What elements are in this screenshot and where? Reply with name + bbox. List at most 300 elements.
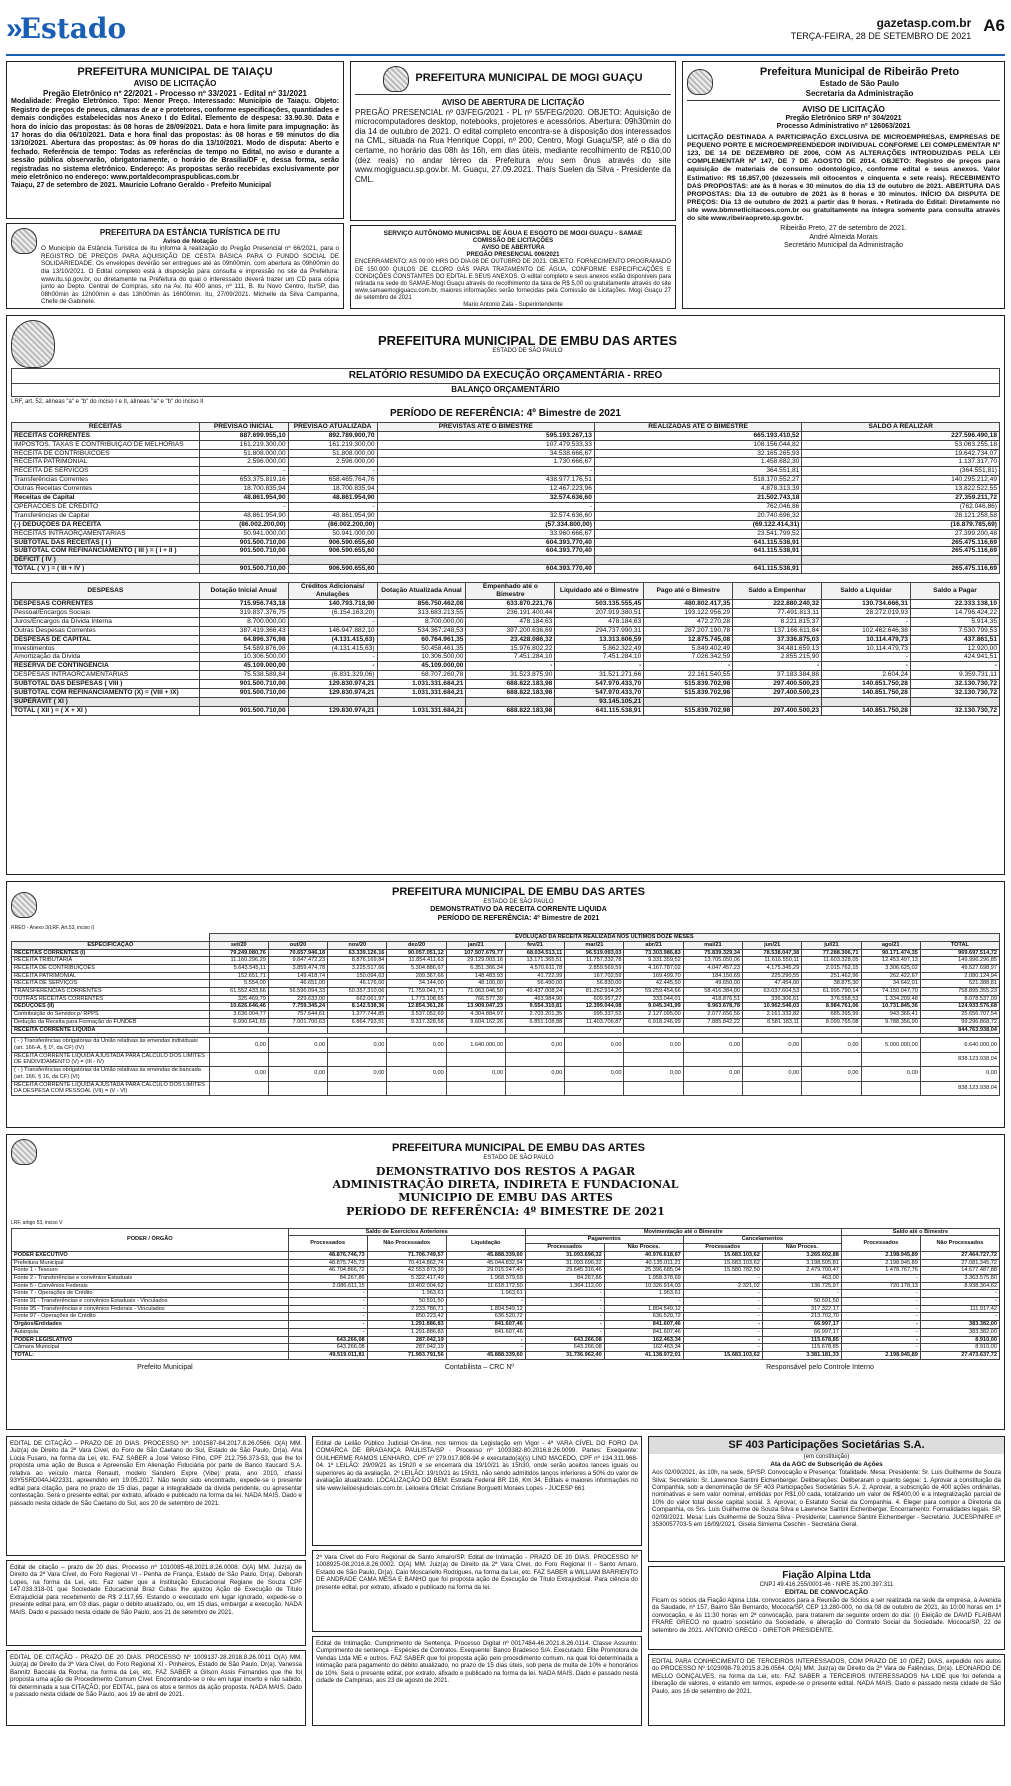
restos-cell: 15.683.103,62 (683, 1259, 762, 1267)
classified-citacao-3: EDITAL DE CITAÇÃO - PRAZO DE 20 DIAS. PROCESSO Nº 1009137-28.2018.8.26.0011 O(A) MM. Juiz(a) de Direito da 3ª Vara Cível, do Foro Regional XI - Pinheiros, Estado de São Paulo, Dr(a). Vanessa Bannitz Baccala da Rocha, na forma da Lei, etc. FAZ SABER a Gilson Assis Fernandes que lhe foi proposta uma ação de Procedimento Comum Cível. Encontrando-se o réu em lugar incerto e não sabido, foi determinada a sua CITAÇÃO, por EDITAL, para os atos e termos da ação proposta. NADA MAIS. Dado e passado nesta cidade de São Paulo, aos 19 de abril de 2021. (6, 1650, 306, 1726)
despesas-cell: 31.523.875,90 (466, 671, 555, 680)
receitas-cell: - (199, 502, 288, 511)
despesas-row-label: DESPESAS DE CAPITAL (12, 635, 200, 644)
restos-cell: 8.910,00 (920, 1336, 999, 1344)
rcl-cell: 13.909.047,23 (446, 1003, 505, 1011)
rcl-cell: 58.416.384,00 (683, 988, 742, 996)
restos-cell: - (920, 1290, 999, 1298)
restos-cell: 5.322.417,49 (367, 1274, 446, 1282)
restos-row-label: Fonte 7 - Operações de Crédito (12, 1290, 289, 1298)
restos-cell: 1.804.549,12 (446, 1305, 525, 1313)
receitas-cell: 48.861.954,90 (288, 511, 377, 520)
ribeirao-crest-icon (687, 69, 713, 95)
despesas-cell: 297.400.500,23 (733, 680, 822, 689)
restos-cell: 2.198.945,89 (841, 1352, 920, 1360)
restos-row-label: Fonte 2 - Transferências e convênios Estaduais (12, 1274, 289, 1282)
despesas-cell: 5.914,35 (910, 617, 999, 626)
rcl-foot-cell: 0,00 (387, 1067, 446, 1081)
ribeirao-date: Ribeirão Preto, 27 de setembro de 2021. (780, 225, 907, 233)
restos-cell: 162.463,34 (604, 1344, 683, 1352)
rcl-foot-cell (565, 1081, 624, 1095)
restos-cell: 50.591,50 (762, 1298, 841, 1306)
despesas-row-label: SUBTOTAL DAS DESPESAS ( VIII ) (12, 680, 200, 689)
signature-controle: Responsável pelo Controle Interno (766, 1363, 874, 1371)
despesas-row (12, 600, 1000, 609)
fiacao-body: Ficam os sócios da Fiação Alpina Ltda. convocados para a Reunião de Sócios a ser realizada na sede da empresa, à Avenida da Saudade, nº 157, Bairro São Bernardo, Mococa/SP, CEP 13.280-000, no dia 08 de outubro de 2021, às 10:00 horas em 1ª convocação, e às 11:30 horas em 2ª convocação, para tratarem da seguinte ordem do dia: (i) Eleição de DAVID FLAIBAM FRARE GRECO no quadro societário da Sociedade, e alteração do Contrato Social da Sociedade. Mococa/SP, 22 de setembro de 2021. ANTONIO GRECO - DIRETOR PRESIDENTE. (652, 1596, 1001, 1634)
despesas-row-label: Amortização da Dívida (12, 653, 200, 662)
rcl-foot-cell: 0,00 (743, 1038, 802, 1052)
rcl-foot-cell (268, 1081, 327, 1095)
rcl-cell (268, 1026, 327, 1034)
rcl-cell: 6.851.108,88 (505, 1018, 564, 1026)
restos-cell: 45.888.339,60 (446, 1352, 525, 1360)
receitas-cell (594, 556, 801, 565)
mogi-subtitle: AVISO DE ABERTURA DE LICITAÇÃO (441, 98, 585, 107)
receitas-row (12, 547, 1000, 556)
rcl-foot-cell: 0,00 (624, 1038, 683, 1052)
rcl-row (12, 972, 1000, 980)
rcl-cell (743, 1026, 802, 1034)
samae-sub3: PREGÃO PRESENCIAL 006/2021 (466, 252, 560, 259)
rcl-cell: 56.596.094,33 (268, 988, 327, 996)
rcl-cell: 844.763.938,04 (920, 1026, 999, 1034)
despesas-cell: 22.333.138,10 (910, 600, 999, 609)
sf403-title: SF 403 Participações Societárias S.A. (649, 1437, 1004, 1454)
despesas-cell: 7.451.284,10 (555, 653, 644, 662)
rcl-cell: 757.644,61 (268, 1011, 327, 1019)
receitas-cell: 762.046,86 (594, 502, 801, 511)
rcl-cell: 148.483,93 (446, 972, 505, 980)
rcl-section (6, 881, 1005, 1128)
restos-row (12, 1328, 1000, 1336)
rcl-foot-cell: 0,00 (861, 1067, 920, 1081)
brand-logo[interactable] (6, 12, 126, 46)
receitas-header-col-1: PREVISÃO INICIAL (199, 422, 288, 431)
rcl-foot-cell (861, 1052, 920, 1066)
despesas-cell: 10.114.479,73 (822, 644, 911, 653)
rcl-header-row (12, 941, 1000, 949)
rcl-cell: 4.304.884,97 (446, 1011, 505, 1019)
despesas-cell: 2.604,24 (822, 671, 911, 680)
restos-row-label: Fonte 91 - Transferências e convênios Estaduais - Vinculados (12, 1298, 289, 1306)
restos-cell: 111.917,42 (920, 1305, 999, 1313)
rcl-foot-row-label: RECEITA CORRENTE LÍQUIDA AJUSTADA PARA CÁLCULO DOS LIMITES DE ENDIVIDAMENTO (V) = (III - IV) (12, 1052, 210, 1066)
rcl-foot-cell: 0,00 (565, 1038, 624, 1052)
despesas-cell: 515.839.702,98 (644, 680, 733, 689)
rcl-row (12, 1003, 1000, 1011)
rcl-cell (683, 1026, 742, 1034)
rcl-cell: 152.651,71 (209, 972, 268, 980)
receitas-row-label: Transferências de Capital (12, 511, 200, 520)
restos-col-0: Processados (288, 1236, 367, 1251)
despesas-cell: 472.270,28 (644, 617, 733, 626)
despesas-cell: (4.131.415,63) (288, 644, 377, 653)
ribeirao-notice (682, 61, 1005, 309)
receitas-cell: 518.170.552,27 (594, 476, 801, 485)
despesas-cell: 45.109.000,00 (199, 662, 288, 671)
rcl-cell: 6.990.641,69 (209, 1018, 268, 1026)
rcl-foot-cell (565, 1052, 624, 1066)
despesas-cell: 64.896.376,98 (199, 635, 288, 644)
rcl-foot-cell: 0,00 (328, 1038, 387, 1052)
despesas-cell: 901.500.710,00 (199, 706, 288, 715)
receitas-row (12, 476, 1000, 485)
rcl-cell: 3.306.625,02 (861, 964, 920, 972)
ribeirao-sub2: Secretaria da Administração (805, 88, 914, 98)
receitas-row (12, 565, 1000, 574)
receitas-row-label: RECEITAS CORRENTES (12, 431, 200, 440)
despesas-header-col-4: Empenhado até o Bimestre (466, 583, 555, 600)
rcl-state: ESTADO DE SÃO PAULO (483, 899, 554, 906)
despesas-row (12, 617, 1000, 626)
restos-cell: 84.267,86 (525, 1274, 604, 1282)
rcl-cell: 56.490,00 (505, 980, 564, 988)
rcl-foot-table (11, 1037, 1000, 1096)
taiacu-notice (6, 61, 344, 219)
rcl-row (12, 964, 1000, 972)
restos-cell: 162.463,34 (604, 1336, 683, 1344)
receitas-row (12, 556, 1000, 565)
rcl-cell: 149.996.296,85 (920, 957, 999, 965)
site-url[interactable]: gazetasp.com.br (876, 16, 972, 31)
restos-cell: 25.396.685,04 (604, 1267, 683, 1275)
restos-title: PREFEITURA MUNICIPAL DE EMBU DAS ARTES (391, 1141, 645, 1154)
samae-body: ENCERRAMENTO: AS 09:00 HRS DO DIA 08 DE OUTUBRO DE 2021. OBJETO: FORNECIMENTO PROGRAMADO DE 150.000 QUILOS DE CLORO GÁS PARA TRATAMENTO DE ÁGUA, CONFORME ESPECIFICAÇÕES E CONDIÇÕES CONSTANTES DO EDITAL E SEUS ANEXOS. O edital completo e seus anexos estão disponíveis para retirada na sede do SAMAE-Mogi Guaçu através do recolhimento da taxa de R$ 5,00 ou gratuitamente através do site www.samaemogiguacu.com.br, maiores informações serão fornecidas pela Comissão de Licitações. Mogi Guaçu 27 de setembro de 2021 (355, 259, 671, 302)
rcl-header-col-0: ESPECIFICAÇÃO (12, 941, 210, 949)
restos-cell: 2.233.786,71 (367, 1305, 446, 1313)
rcl-cell: 943.366,41 (861, 1011, 920, 1019)
receitas-table (11, 422, 1000, 574)
mogi-title: PREFEITURA MUNICIPAL DE MOGI GUAÇU (415, 72, 643, 85)
rcl-periodo: PERÍODO DE REFERÊNCIA: 4º Bimestre de 2021 (437, 914, 600, 922)
restos-cancelamentos: Cancelamentos (683, 1236, 841, 1244)
despesas-cell: 102.462.646,38 (822, 626, 911, 635)
restos-cell: 10.326.914,03 (604, 1282, 683, 1290)
restos-row (12, 1290, 1000, 1298)
receitas-cell: 12.467.223,96 (377, 485, 594, 494)
receitas-cell: 51.808.000,00 (288, 449, 377, 458)
edition-date: TERÇA-FEIRA, 28 DE SETEMBRO DE 2021 (790, 30, 972, 41)
restos-cell: - (920, 1298, 999, 1306)
receitas-cell: (16.879.785,69) (802, 520, 1000, 529)
rcl-foot-cell: 0,00 (387, 1038, 446, 1052)
receitas-cell: 892.789.900,70 (288, 431, 377, 440)
despesas-cell: 1.031.331.684,21 (377, 689, 466, 698)
rcl-cell: 47.454,00 (743, 980, 802, 988)
receitas-cell: 27.359.211,72 (802, 494, 1000, 503)
rreo-report-title: RELATÓRIO RESUMIDO DA EXECUÇÃO ORÇAMENTÁRIA - RREO (11, 368, 1000, 384)
receitas-row-label: RECEITA DE CONTRIBUICOES (12, 449, 200, 458)
rcl-cell: 2.015.762,15 (802, 964, 861, 972)
rcl-cell: 49.527.698,97 (920, 964, 999, 972)
restos-state: ESTADO DE SÃO PAULO (483, 1155, 554, 1161)
receitas-cell: 50.941.000,00 (288, 529, 377, 538)
rcl-foot-row (12, 1081, 1000, 1095)
receitas-header-row (12, 422, 1000, 431)
receitas-cell: 23.541.799,52 (594, 529, 801, 538)
despesas-row (12, 626, 1000, 635)
restos-row-label: Fonte 97 - Operações de Crédito (12, 1313, 289, 1321)
classified-citacao-1: EDITAL DE CITAÇÃO – PRAZO DE 20 DIAS. PROCESSO Nº: 1001587-84.2017.8.26.0566. O(A) MM. Juiz(a) de Direito da 2ª Vara Cível, do Foro de São Caetano do Sul, Estado de São Paulo, Dr(a). Ana Lúcia Fusaro, na forma da Lei, etc. FAZ SABER a José Veloso Filho, CPF 212.756.373-53, que lhe foi proposta uma ação de Busca e Apreensão Em Alienação Fiduciária por parte de Banco Itaucard S.A. relativa ao veículo marca Renault, modelo Sandero Expre (Vibe) prata, ano 2010, chassi 93Y5SRD04AJ422331, apreendido em 19.05.2017. Não tendo sido encontrado, expede-se o presente edital para citação, para no prazo de 15 dias, pagar a integralidade da dívida pendente, ou apresentar contestação. Será o presente edital, por extrato, afixado e publicado na forma da lei. NADA MAIS. Dado e passado nesta cidade de São Caetano do Sul, aos 20 de setembro de 2021. (6, 1436, 306, 1556)
despesas-cell: 313.683.213,55 (377, 608, 466, 617)
despesas-row-label: RESERVA DE CONTINGÊNCIA (12, 662, 200, 671)
rcl-cell: 79.249.080,76 (209, 949, 268, 957)
restos-cell: - (446, 1298, 525, 1306)
taiacu-subtitle: AVISO DE LICITAÇÃO (133, 79, 217, 89)
rcl-cell: 99.296.868,72 (920, 1018, 999, 1026)
rcl-foot-cell: 0,00 (802, 1038, 861, 1052)
restos-cell: 3.198.505,81 (762, 1259, 841, 1267)
restos-cell: - (683, 1344, 762, 1352)
rcl-cell: 262.422,67 (861, 972, 920, 980)
restos-cell: 2.479.700,47 (762, 1267, 841, 1275)
receitas-cell: 438.977.176,51 (377, 476, 594, 485)
rcl-cell: 376.558,53 (802, 995, 861, 1003)
despesas-cell: 130.734.666,31 (822, 600, 911, 609)
despesas-cell: 146.947.882,10 (288, 626, 377, 635)
despesas-row (12, 671, 1000, 680)
rcl-row (12, 1011, 1000, 1019)
samae-sign: Mario Antonio Zala - Superintendente (463, 302, 563, 309)
rcl-cell: 463.984,90 (505, 995, 564, 1003)
rcl-cell: 995.337,52 (565, 1011, 624, 1019)
rcl-cell: 2.161.332,82 (743, 1011, 802, 1019)
restos-cell: 136.725,97 (762, 1282, 841, 1290)
despesas-cell: 478.184,63 (555, 617, 644, 626)
restos-cell: - (683, 1336, 762, 1344)
restos-section (6, 1134, 1005, 1430)
rcl-foot-cell: 0,00 (328, 1067, 387, 1081)
rcl-foot-cell (683, 1081, 742, 1095)
rcl-cell (209, 1026, 268, 1034)
despesas-cell: 5.862.322,49 (555, 644, 644, 653)
despesas-row-label: TOTAL ( XII ) = ( X + XI ) (12, 706, 200, 715)
restos-cell: 1.291.886,83 (367, 1321, 446, 1329)
restos-cell: 31.736.962,40 (525, 1352, 604, 1360)
rcl-cell: 49.437.008,24 (505, 988, 564, 996)
rcl-foot-cell: 1.640.000,00 (446, 1038, 505, 1052)
despesas-cell: 140.851.750,28 (822, 706, 911, 715)
rcl-cell: 12.399.044,08 (565, 1003, 624, 1011)
rcl-cell: 2.080.124,94 (920, 972, 999, 980)
top-notices-row (6, 61, 1005, 309)
receitas-cell: 161.219.300,00 (288, 440, 377, 449)
restos-cell: 48.875.745,73 (288, 1259, 367, 1267)
rcl-cell: 8.142.538,36 (328, 1003, 387, 1011)
receitas-cell: (86.002.200,00) (199, 520, 288, 529)
receitas-cell (802, 556, 1000, 565)
restos-cell: 8.938.364,62 (920, 1282, 999, 1290)
despesas-cell: 503.135.555,45 (555, 600, 644, 609)
rcl-cell: 63.037.604,53 (743, 988, 802, 996)
receitas-header-col-3: PREVISTAS ATÉ O BIMESTRE (377, 422, 594, 431)
receitas-cell: 2.596.000,00 (199, 458, 288, 467)
rcl-cell: 11.854.411,63 (387, 957, 446, 965)
rcl-row (12, 980, 1000, 988)
restos-cell: 1.364.112,00 (525, 1282, 604, 1290)
rcl-foot-cell (505, 1052, 564, 1066)
despesas-cell: 14.796.424,22 (910, 608, 999, 617)
rcl-foot-cell (328, 1052, 387, 1066)
receitas-cell: 18.700.835,94 (199, 485, 288, 494)
restos-cell: 115.678,85 (762, 1336, 841, 1344)
receitas-cell: 33.960.666,67 (377, 529, 594, 538)
restos-cell: 27.464.727,72 (920, 1251, 999, 1259)
samae-title: SERVIÇO AUTÔNOMO MUNICIPAL DE ÁGUA E ESGOTO DE MOGI GUAÇU - SAMAE (383, 230, 643, 237)
embu-crest-icon (11, 1139, 37, 1165)
rcl-header-col-8: abr/21 (624, 941, 683, 949)
receitas-cell: 161.219.300,00 (199, 440, 288, 449)
rcl-title: PREFEITURA MUNICIPAL DE EMBU DAS ARTES (391, 886, 645, 898)
receitas-cell: 2.596.000,00 (288, 458, 377, 467)
restos-cell: 70.414.862,74 (367, 1259, 446, 1267)
despesas-cell: 641.115.538,91 (555, 706, 644, 715)
receitas-cell: 1.137.317,70 (802, 458, 1000, 467)
receitas-cell: 265.475.116,69 (802, 538, 1000, 547)
restos-cell: - (683, 1321, 762, 1329)
rcl-cell: 766.577,39 (446, 995, 505, 1003)
rcl-cell: 5.643.545,11 (209, 964, 268, 972)
despesas-cell (377, 697, 466, 706)
despesas-cell: 45.109.000,00 (377, 662, 466, 671)
receitas-row-label: DÉFICIT ( IV ) (12, 556, 200, 565)
receitas-cell: 19.642.734,07 (802, 449, 1000, 458)
rcl-row (12, 995, 1000, 1003)
header-rule (6, 54, 1005, 56)
rcl-cell: 9.554.310,81 (505, 1003, 564, 1011)
restos-cell: 19.402.004,62 (367, 1282, 446, 1290)
despesas-cell (822, 697, 911, 706)
despesas-cell: 23.428.086,32 (466, 635, 555, 644)
restos-cell: 643.266,08 (288, 1336, 367, 1344)
restos-row (12, 1259, 1000, 1267)
restos-row-label: TOTAL: (12, 1352, 289, 1360)
restos-cell: 383.382,00 (920, 1321, 999, 1329)
rcl-foot-cell (683, 1052, 742, 1066)
restos-cell: 31.093.696,32 (525, 1259, 604, 1267)
receitas-row-label: OPERACOES DE CREDITO (12, 502, 200, 511)
despesas-header-row (12, 583, 1000, 600)
despesas-cell: 129.830.974,21 (288, 689, 377, 698)
restos-cell: 45.044.832,94 (446, 1259, 525, 1267)
sf403-sub: (em constituição) (803, 1454, 850, 1461)
restos-cell: - (841, 1313, 920, 1321)
despesas-cell: 715.956.743,18 (199, 600, 288, 609)
rcl-cell: 124.933.576,68 (920, 1003, 999, 1011)
rcl-cell: 41.722,99 (505, 972, 564, 980)
receitas-cell: 34.538.666,67 (377, 449, 594, 458)
rcl-row-label: RECEITAS CORRENTES (I) (12, 949, 210, 957)
receitas-row-label: Outras Receitas Correntes (12, 485, 200, 494)
rcl-cell: 662.061,97 (328, 995, 387, 1003)
receitas-cell: - (288, 502, 377, 511)
rcl-foot-row-label: ( - ) Transferências obrigatórias da União relativas às emendas de bancada (art. 166, § 16, da CF) (VI) (12, 1067, 210, 1081)
restos-cell: 71.993.791,56 (367, 1352, 446, 1360)
rcl-header-col-9: mai/21 (683, 941, 742, 949)
despesas-header-col-8: Saldo a Liquidar (822, 583, 911, 600)
despesas-row (12, 653, 1000, 662)
despesas-cell: 2.855.215,90 (733, 653, 822, 662)
restos-cell: - (446, 1344, 525, 1352)
despesas-cell: 12.875.745,08 (644, 635, 733, 644)
receitas-cell: 21.502.743,18 (594, 494, 801, 503)
rcl-cell: 11.603.328,05 (802, 957, 861, 965)
receitas-cell: 665.193.410,52 (594, 431, 801, 440)
restos-row (12, 1336, 1000, 1344)
rcl-foot-cell (505, 1081, 564, 1095)
receitas-row (12, 440, 1000, 449)
restos-cell: 42.553.873,39 (367, 1267, 446, 1275)
rcl-header-col-4: dez/20 (387, 941, 446, 949)
rcl-cell: 7.759.345,24 (268, 1003, 327, 1011)
rcl-cell: 1.773.108,65 (387, 995, 446, 1003)
receitas-cell: 901.500.710,00 (199, 565, 288, 574)
rcl-row (12, 1018, 1000, 1026)
restos-cell: - (288, 1321, 367, 1329)
restos-h4: PERÍODO DE REFERÊNCIA: 4º BIMESTRE DE 2021 (346, 1204, 665, 1218)
rcl-cell: 4.570.611,78 (505, 964, 564, 972)
rreo-section (6, 315, 1005, 875)
rcl-cell: 70.657.946,18 (268, 949, 327, 957)
receitas-row (12, 485, 1000, 494)
restos-row-label: PODER LEGISLATIVO (12, 1336, 289, 1344)
restos-cell: 841.607,46 (604, 1328, 683, 1336)
receitas-cell: 53.063.255,18 (802, 440, 1000, 449)
despesas-cell: 1.031.331.684,21 (377, 706, 466, 715)
rcl-cell: 2.127.095,00 (624, 1011, 683, 1019)
receitas-header-col-2: PREVISÃO ATUALIZADA (288, 422, 377, 431)
page-number: A6 (983, 16, 1005, 36)
restos-cell: 15.683.103,62 (683, 1251, 762, 1259)
restos-row-label: Autarquia (12, 1328, 289, 1336)
receitas-cell: (364.551,81) (802, 467, 1000, 476)
receitas-cell: 906.590.655,60 (288, 538, 377, 547)
restos-row (12, 1298, 1000, 1306)
rcl-foot-cell: 0,00 (683, 1038, 742, 1052)
receitas-cell: (762.046,86) (802, 502, 1000, 511)
restos-cell: - (841, 1321, 920, 1329)
restos-cell: 1.963,61 (446, 1290, 525, 1298)
despesas-cell: 140.851.750,28 (822, 689, 911, 698)
despesas-cell: 10.306.500,00 (199, 653, 288, 662)
mogi-crest-icon (383, 66, 409, 92)
rcl-cell: 42.445,50 (624, 980, 683, 988)
restos-g2: Movimentação até o Bimestre (525, 1228, 841, 1236)
receitas-row (12, 449, 1000, 458)
receitas-cell: 641.115.538,91 (594, 547, 801, 556)
restos-col-7: Processados (841, 1236, 920, 1251)
restos-cell: 41.138.972,01 (604, 1352, 683, 1360)
rcl-cell: 969.697.514,72 (920, 949, 999, 957)
receitas-cell: 48.861.954,90 (199, 494, 288, 503)
receitas-cell: 653.375.819,16 (199, 476, 288, 485)
rcl-foot-cell: 0,00 (920, 1067, 999, 1081)
receitas-row (12, 458, 1000, 467)
rcl-cell: 8.984.761,06 (802, 1003, 861, 1011)
restos-cell: - (683, 1274, 762, 1282)
restos-cell: 841.607,46 (604, 1321, 683, 1329)
embu-crest-icon (11, 892, 37, 918)
receitas-cell (377, 556, 594, 565)
restos-cell: - (683, 1313, 762, 1321)
rcl-cell: 8.876.169,84 (328, 957, 387, 965)
restos-cell: 66.997,17 (762, 1328, 841, 1336)
restos-cell: 636.520,72 (446, 1313, 525, 1321)
restos-row (12, 1274, 1000, 1282)
rcl-cell: 11.403.706,87 (565, 1018, 624, 1026)
receitas-row-label: SUBTOTAL COM REFINANCIAMENTO ( III ) = ( I + II ) (12, 547, 200, 556)
taiacu-line1: Pregão Eletrônico nº 22/2021 - Processo nº 33/2021 - Edital nº 31/2021 (43, 88, 307, 98)
